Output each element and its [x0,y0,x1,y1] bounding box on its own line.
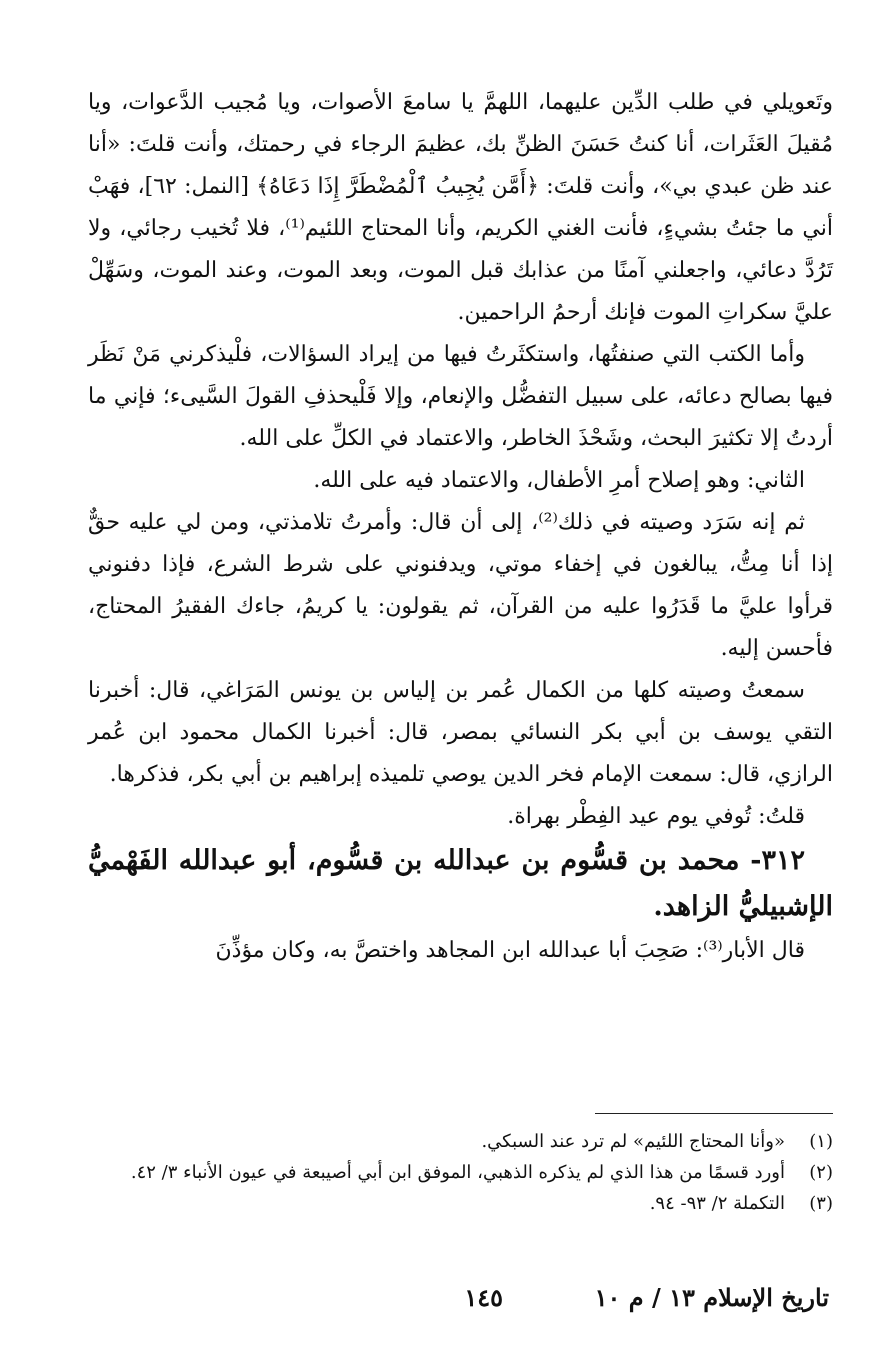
paragraph-death: قلتُ: تُوفي يوم عيد الفِطْر بهراة. [507,804,805,829]
footnote-2 [88,1159,833,1187]
running-title: تاريخ الإسلام ١٣ / م ١٠ [594,1283,829,1312]
entry-heading: ٣١٢- محمد بن قسُّوم بن عبدالله بن قسُّوم، أبو عبدالله الفَهْميُّ الإشبيليُّ الزاهد. [88,845,833,922]
footnote-1 [88,1128,833,1156]
paragraph-books: وأما الكتب التي صنفتُها، واستكثَرتُ فيها من إيراد السؤالات، فلْيذكرني مَنْ نَظَر فيها بصالح دعائه، على سبيل التفضُّل والإنعام، وإلا فَلْيحذفِ القولَ السَّيىء؛ فإني ما أردتُ إلا تكثيرَ البحث، وشَحْذَ الخاطر، والاعتماد في الكلِّ على الله. [88,342,833,451]
footnote-number: (٢) [809,1162,833,1183]
page-body [88,82,833,972]
footnote-number: (١) [809,1131,833,1152]
footnote-text: أورد قسمًا من هذا الذي لم يذكره الذهبي، الموفق ابن أبي أصيبعة في عيون الأنباء ٣/ ٤٢. [130,1162,785,1183]
footnote-text: التكملة ٢/ ٩٣- ٩٤. [649,1193,785,1214]
paragraph-second: الثاني: وهو إصلاح أمرِ الأطفال، والاعتماد فيه على الله. [313,468,805,493]
footnote-divider [595,1113,833,1114]
footnote-3 [88,1190,833,1218]
page-number: ١٤٥ [464,1283,503,1312]
footnote-text: «وأنا المحتاج اللئيم» لم ترد عند السبكي. [481,1131,785,1152]
paragraph-chain: سمعتُ وصيته كلها من الكمال عُمر بن إلياس بن يونس المَرَاغي، قال: أخبرنا التقي يوسف بن أبي بكر النسائي بمصر، قال: أخبرنا الكمال محمود ابن عُمر الرازي، قال: سمعت الإمام فخر الدين يوصي تلميذه إبراهيم بن أبي بكر، فذكرها. [88,678,833,787]
page-footer [88,1278,833,1322]
footnote-number: (٣) [809,1193,833,1214]
paragraph-abbar: قال الأبار⁽³⁾: صَحِبَ أبا عبدالله ابن المجاهد واختصَّ به، وكان مؤذِّنَ [215,938,805,963]
footnotes [88,1128,833,1221]
paragraph-prayer: وتَعويلي في طلب الدِّين عليهما، اللهمَّ يا سامعَ الأصوات، ويا مُجيب الدَّعوات، ويا مُقيلَ العَثَرات، أنا كنتُ حَسَنَ الظنِّ بك، عظيمَ الرجاء في رحمتك، وأنت قلتَ: «أنا عند ظن عبدي بي»، وأنت قلتَ: ﴿أَمَّن يُجِيبُ ٱلْمُضْطَرَّ إِذَا دَعَاهُ﴾ [النمل: ٦٢]، فهَبْ أني ما جئتُ بشيءٍ، فأنت الغني الكريم، وأنا المحتاج اللئيم⁽¹⁾، فلا تُخيب رجائي، ولا تَرُدَّ دعائي، واجعلني آمنًا من عذابك قبل الموت، وبعد الموت، وعند الموت، وسَهِّلْ عليَّ سكراتِ الموت فإنك أرحمُ الراحمين. [88,90,834,325]
paragraph-will: ثم إنه سَرَد وصيته في ذلك⁽²⁾، إلى أن قال: وأمرتُ تلامذتي، ومن لي عليه حقٌّ إذا أنا مِتُّ، يبالغون في إخفاء موتي، ويدفنوني على شرط الشرع، فإذا دفنوني قرأوا عليَّ ما قَدَرُوا عليه من القرآن، ثم يقولون: يا كريمُ، جاءك الفقيرُ المحتاج، فأحسن إليه. [88,510,833,661]
